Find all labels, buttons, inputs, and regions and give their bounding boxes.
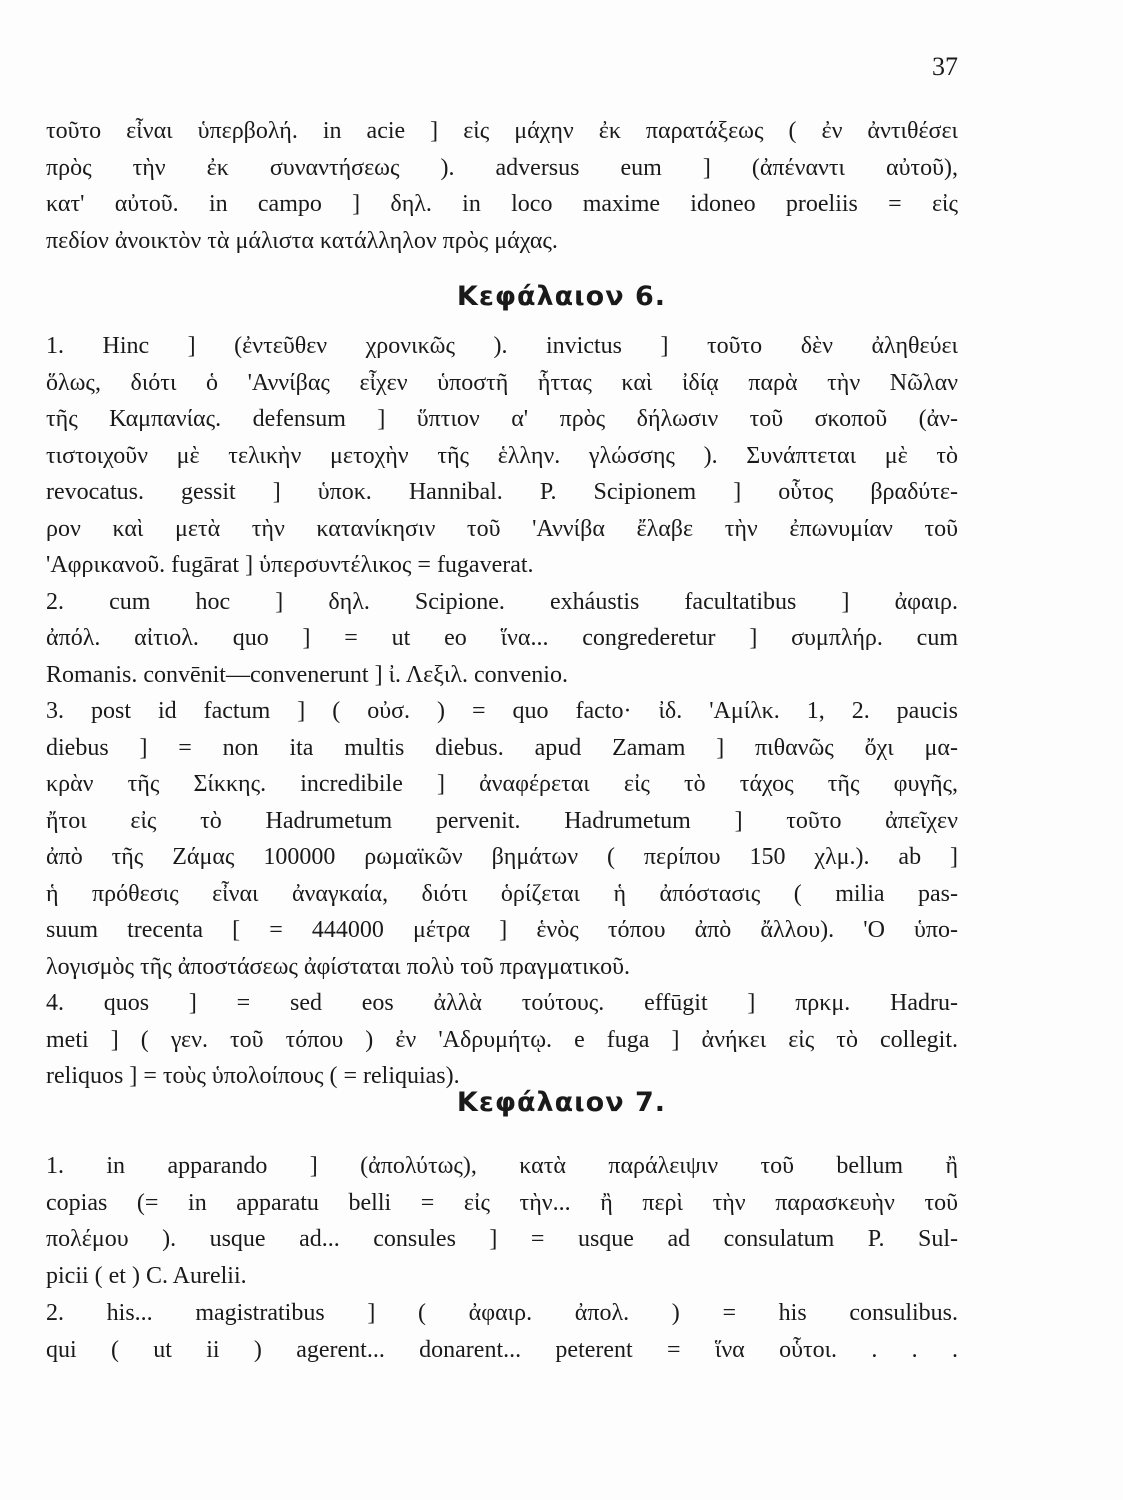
text-line: copias (= in apparatu belli = εἰς τὴν... ἢ περὶ τὴν παρασκευὴν τοῦ	[46, 1189, 958, 1216]
text-line: τιστοιχοῦν μὲ τελικὴν μετοχὴν τῆς ἑλλην. γλώσσης ). Συνάπτεται μὲ τὸ	[46, 442, 958, 469]
text-line: λογισμὸς τῆς ἀποστάσεως ἀφίσταται πολὺ τοῦ πραγματικοῦ.	[46, 953, 631, 980]
text-line: πολέμου ). usque ad... consules ] = usque ad consulatum P. Sul-	[46, 1226, 958, 1252]
text-line: ἡ πρόθεσις εἶναι ἀναγκαία, διότι ὁρίζεται ἡ ἀπόστασις ( milia pas-	[46, 880, 958, 907]
text-line: τοῦτο εἶναι ὑπερβολή. in acie ] εἰς μάχην ἐκ παρατάξεως ( ἐν ἀντιθέσει	[46, 118, 958, 144]
text-line: πεδίον ἀνοικτὸν τὰ μάλιστα κατάλληλον πρὸς μάχας.	[46, 227, 558, 254]
chapter-heading-7: Κεφάλαιον 7.	[456, 1087, 667, 1118]
text-line: 'Αφρικανοῦ. fugārat ] ὑπερσυντέλικος = fugaverat.	[46, 552, 534, 578]
commentary-block-chapter7-part2	[46, 1295, 958, 1368]
commentary-block-chapter7-part1	[46, 1148, 958, 1294]
text-line: revocatus. gessit ] ὑποκ. Hannibal. P. Scipionem ] οὗτος βραδύτε-	[46, 479, 958, 505]
text-line: τῆς Καμπανίας. defensum ] ὕπτιον α' πρὸς δήλωσιν τοῦ σκοποῦ (ἀν-	[46, 406, 958, 432]
text-line: ὅλως, διότι ὁ 'Αννίβας εἶχεν ὑποστῆ ἧττας καὶ ἰδίᾳ παρὰ τὴν Νῶλαν	[46, 369, 958, 396]
text-line: picii ( et ) C. Aurelii.	[46, 1262, 247, 1289]
text-line: Romanis. convēnit—convenerunt ] ἰ. Λεξιλ. convenio.	[46, 661, 568, 688]
text-line: diebus ] = non ita multis diebus. apud Zamam ] πιθανῶς ὄχι μα-	[46, 734, 958, 761]
text-line: ἀπόλ. αἰτιολ. quo ] = ut eo ἵνα... congrederetur ] συμπλήρ. cum	[46, 625, 958, 651]
chapter-heading-6: Κεφάλαιον 6.	[456, 281, 667, 312]
text-line: πρὸς τὴν ἐκ συναντήσεως ). adversus eum ] (ἀπέναντι αὐτοῦ),	[46, 154, 958, 181]
commentary-block-chapter6	[46, 328, 958, 1095]
commentary-block-chapter5-end	[46, 113, 958, 259]
text-line: 1. Hinc ] (ἐντεῦθεν χρονικῶς ). invictus ] τοῦτο δὲν ἀληθεύει	[46, 333, 958, 359]
text-line: κρὰν τῆς Σίκκης. incredibile ] ἀναφέρεται εἰς τὸ τάχος τῆς φυγῆς,	[46, 771, 958, 797]
text-line: suum trecenta [ = 444000 μέτρα ] ἑνὸς τόπου ἀπὸ ἄλλου). 'Ο ὑπο-	[46, 917, 958, 943]
text-line: meti ] ( γεν. τοῦ τόπου ) ἐν 'Αδρυμήτῳ. e fuga ] ἀνήκει εἰς τὸ collegit.	[46, 1026, 958, 1053]
text-line: ρον καὶ μετὰ τὴν κατανίκησιν τοῦ 'Αννίβα ἔλαβε τὴν ἐπωνυμίαν τοῦ	[46, 515, 958, 542]
text-line: 4. quos ] = sed eos ἀλλὰ τούτους. effūgit ] πρκμ. Hadru-	[46, 990, 958, 1016]
text-line: κατ' αὐτοῦ. in campo ] δηλ. in loco maxime idoneo proeliis = εἰς	[46, 191, 958, 217]
text-line: reliquos ] = τοὺς ὑπολοίπους ( = reliquias).	[46, 1063, 460, 1089]
text-line: 1. in apparando ] (ἀπολύτως), κατὰ παράλειψιν τοῦ bellum ἢ	[46, 1153, 958, 1179]
text-line: 3. post id factum ] ( οὐσ. ) = quo facto· ἰδ. 'Αμίλκ. 1, 2. paucis	[46, 698, 958, 724]
text-line: 2. his... magistratibus ] ( ἀφαιρ. ἀπολ. ) = his consulibus.	[46, 1300, 958, 1326]
text-line: ἤτοι εἰς τὸ Hadrumetum pervenit. Hadrumetum ] τοῦτο ἀπεῖχεν	[46, 807, 958, 834]
text-line: ἀπὸ τῆς Ζάμας 100000 ρωμαϊκῶν βημάτων ( περίπου 150 χλμ.). ab ]	[46, 844, 958, 870]
text-line: 2. cum hoc ] δηλ. Scipione. exháustis facultatibus ] ἀφαιρ.	[46, 588, 958, 615]
page-number: 37	[932, 52, 958, 81]
text-line: qui ( ut ii ) agerent... donarent... peterent = ἵνα οὗτοι. . . .	[46, 1336, 958, 1363]
